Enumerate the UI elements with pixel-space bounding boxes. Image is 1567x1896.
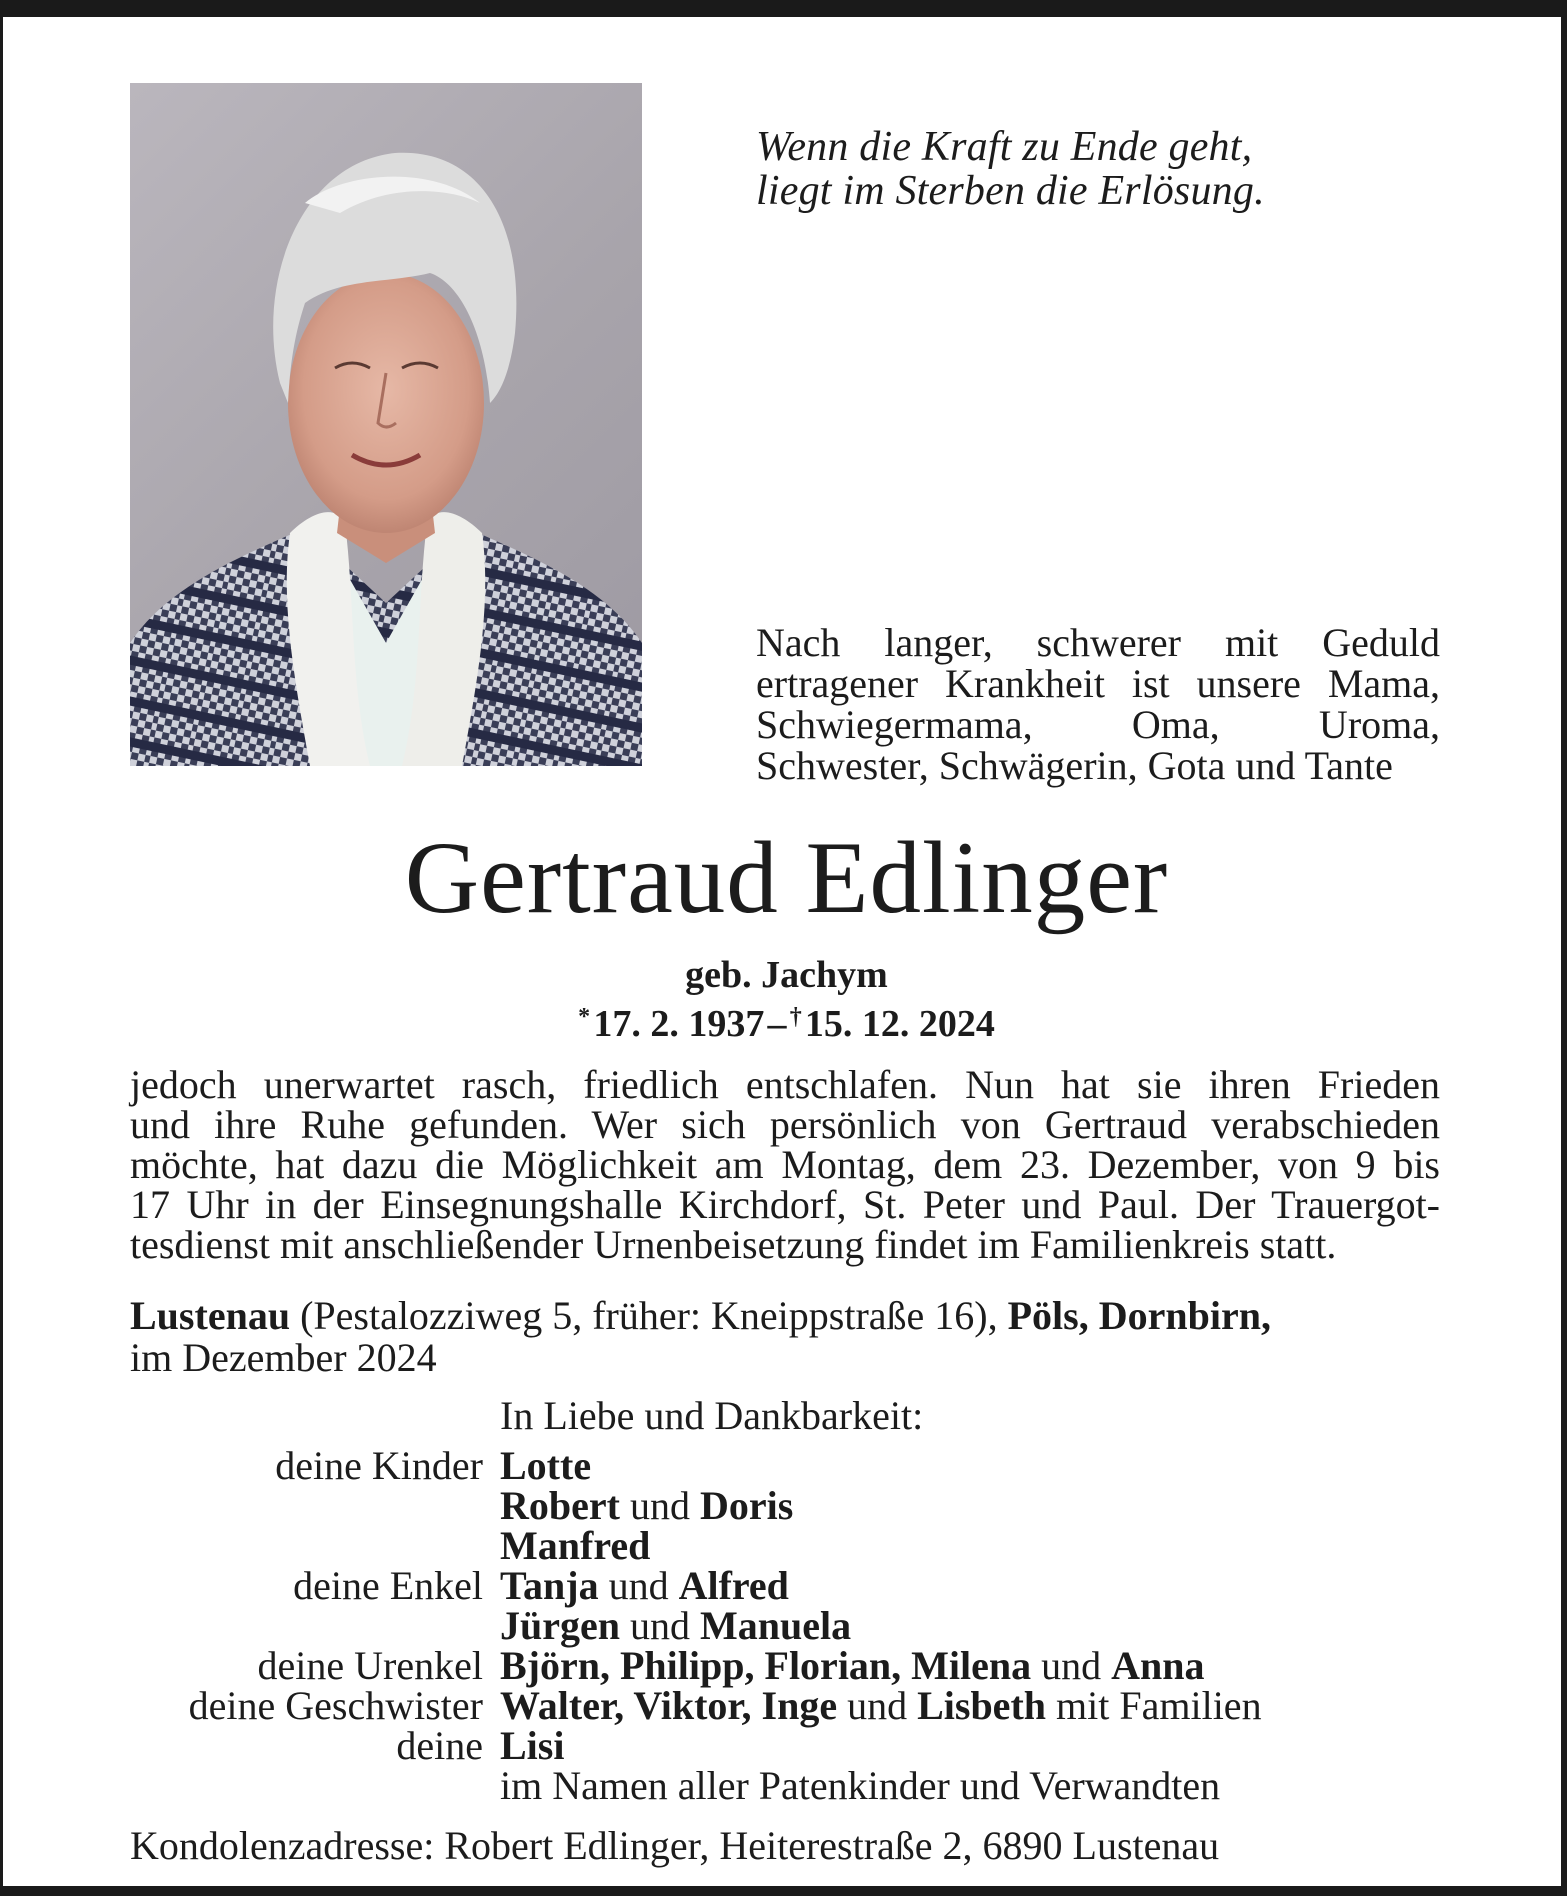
family-name: Björn, Philipp, Florian, Milena	[500, 1643, 1032, 1688]
family-suffix: mit Familien	[1056, 1683, 1262, 1728]
family-list	[3, 1443, 1567, 1768]
body-line: 17 Uhr in der Einsegnungshalle Kirchdorf, St. Peter und Paul. Der Trauergot-	[130, 1182, 1440, 1227]
family-row	[3, 1483, 1567, 1528]
family-name: Lisbeth	[917, 1683, 1047, 1728]
family-names	[500, 1563, 789, 1608]
family-name: Tanja	[500, 1563, 599, 1608]
death-date: 15. 12. 2024	[804, 1003, 995, 1045]
signoff: In Liebe und Dankbarkeit:	[500, 1393, 924, 1438]
family-row	[3, 1643, 1567, 1688]
family-row	[3, 1603, 1567, 1648]
family-names	[500, 1723, 565, 1768]
family-name: Jürgen	[500, 1603, 620, 1648]
family-row	[3, 1683, 1567, 1728]
death-mark: †	[789, 1004, 802, 1030]
family-names	[500, 1603, 852, 1648]
relation-label: deine Geschwister	[188, 1683, 483, 1728]
announcement-body	[130, 1062, 1440, 1267]
intro-text: Nach langer, schwerer mit Geduld ertragener Krankheit ist unsere Mama, Schwiegermama, Oma, Uroma, Schwester, Schwägerin, Gota und Tante	[756, 620, 1440, 788]
place-other-towns: Pöls, Dornbirn,	[1007, 1293, 1271, 1338]
family-row	[3, 1723, 1567, 1768]
family-row	[3, 1523, 1567, 1568]
portrait-photo	[130, 83, 642, 766]
conjunction: und	[629, 1483, 690, 1528]
conjunction: und	[1041, 1643, 1102, 1688]
conjunction: und	[630, 1603, 690, 1648]
family-name: Manuela	[700, 1603, 852, 1648]
family-names	[500, 1643, 1205, 1688]
body-line: möchte, hat dazu die Möglichkeit am Montag, dem 23. Dezember, von 9 bis	[130, 1142, 1440, 1187]
family-name: Alfred	[678, 1563, 789, 1608]
relation-label: deine Urenkel	[257, 1643, 483, 1688]
family-names	[500, 1523, 651, 1568]
birth-mark: *	[578, 1004, 591, 1030]
family-row	[3, 1563, 1567, 1608]
family-names	[500, 1483, 794, 1528]
condolence-address: Kondolenzadresse: Robert Edlinger, Heiterestraße 2, 6890 Lustenau	[130, 1823, 1220, 1868]
birth-date: 17. 2. 1937	[593, 1003, 765, 1045]
family-name: Robert	[500, 1483, 620, 1528]
life-dates	[3, 996, 1567, 1045]
place-line	[130, 1295, 1470, 1337]
place-and-date	[130, 1295, 1470, 1379]
family-name: Doris	[699, 1483, 794, 1528]
intro-paragraph	[756, 622, 1440, 786]
place-date: im Dezember 2024	[130, 1335, 437, 1380]
family-name: Lisi	[500, 1723, 565, 1768]
birth-name: geb. Jachym	[685, 954, 888, 996]
family-name: Manfred	[500, 1523, 651, 1568]
place-address: (Pestalozziweg 5, früher: Kneippstraße 16),	[300, 1293, 998, 1338]
body-line: jedoch unerwartet rasch, friedlich entschlafen. Nun hat sie ihren Frieden	[130, 1062, 1440, 1107]
quote-line-1: Wenn die Kraft zu Ende geht,	[756, 124, 1253, 170]
quote-line-2: liegt im Sterben die Erlösung.	[756, 168, 1265, 214]
family-name: Walter, Viktor, Inge	[500, 1683, 838, 1728]
body-line: und ihre Ruhe gefunden. Wer sich persönlich von Gertraud verabschieden	[130, 1102, 1440, 1147]
conjunction: und	[608, 1563, 669, 1608]
body-line: tesdienst mit anschließender Urnenbeisetzung findet im Familienkreis statt.	[130, 1222, 1337, 1267]
relation-label: deine Enkel	[293, 1563, 483, 1608]
deceased-name: Gertraud Edlinger	[404, 821, 1169, 935]
relation-label: deine Kinder	[275, 1443, 483, 1488]
relation-label: deine	[396, 1723, 483, 1768]
family-names	[500, 1443, 592, 1488]
closing-line: im Namen aller Patenkinder und Verwandten	[500, 1763, 1221, 1808]
family-name: Anna	[1111, 1643, 1205, 1688]
family-name: Lotte	[500, 1443, 592, 1488]
family-row	[3, 1443, 1567, 1488]
conjunction: und	[847, 1683, 908, 1728]
portrait-illustration	[130, 83, 642, 766]
place-town: Lustenau	[130, 1293, 291, 1338]
family-names	[500, 1683, 1262, 1728]
date-dash: –	[767, 1003, 787, 1045]
epigraph-quote	[756, 125, 1476, 213]
